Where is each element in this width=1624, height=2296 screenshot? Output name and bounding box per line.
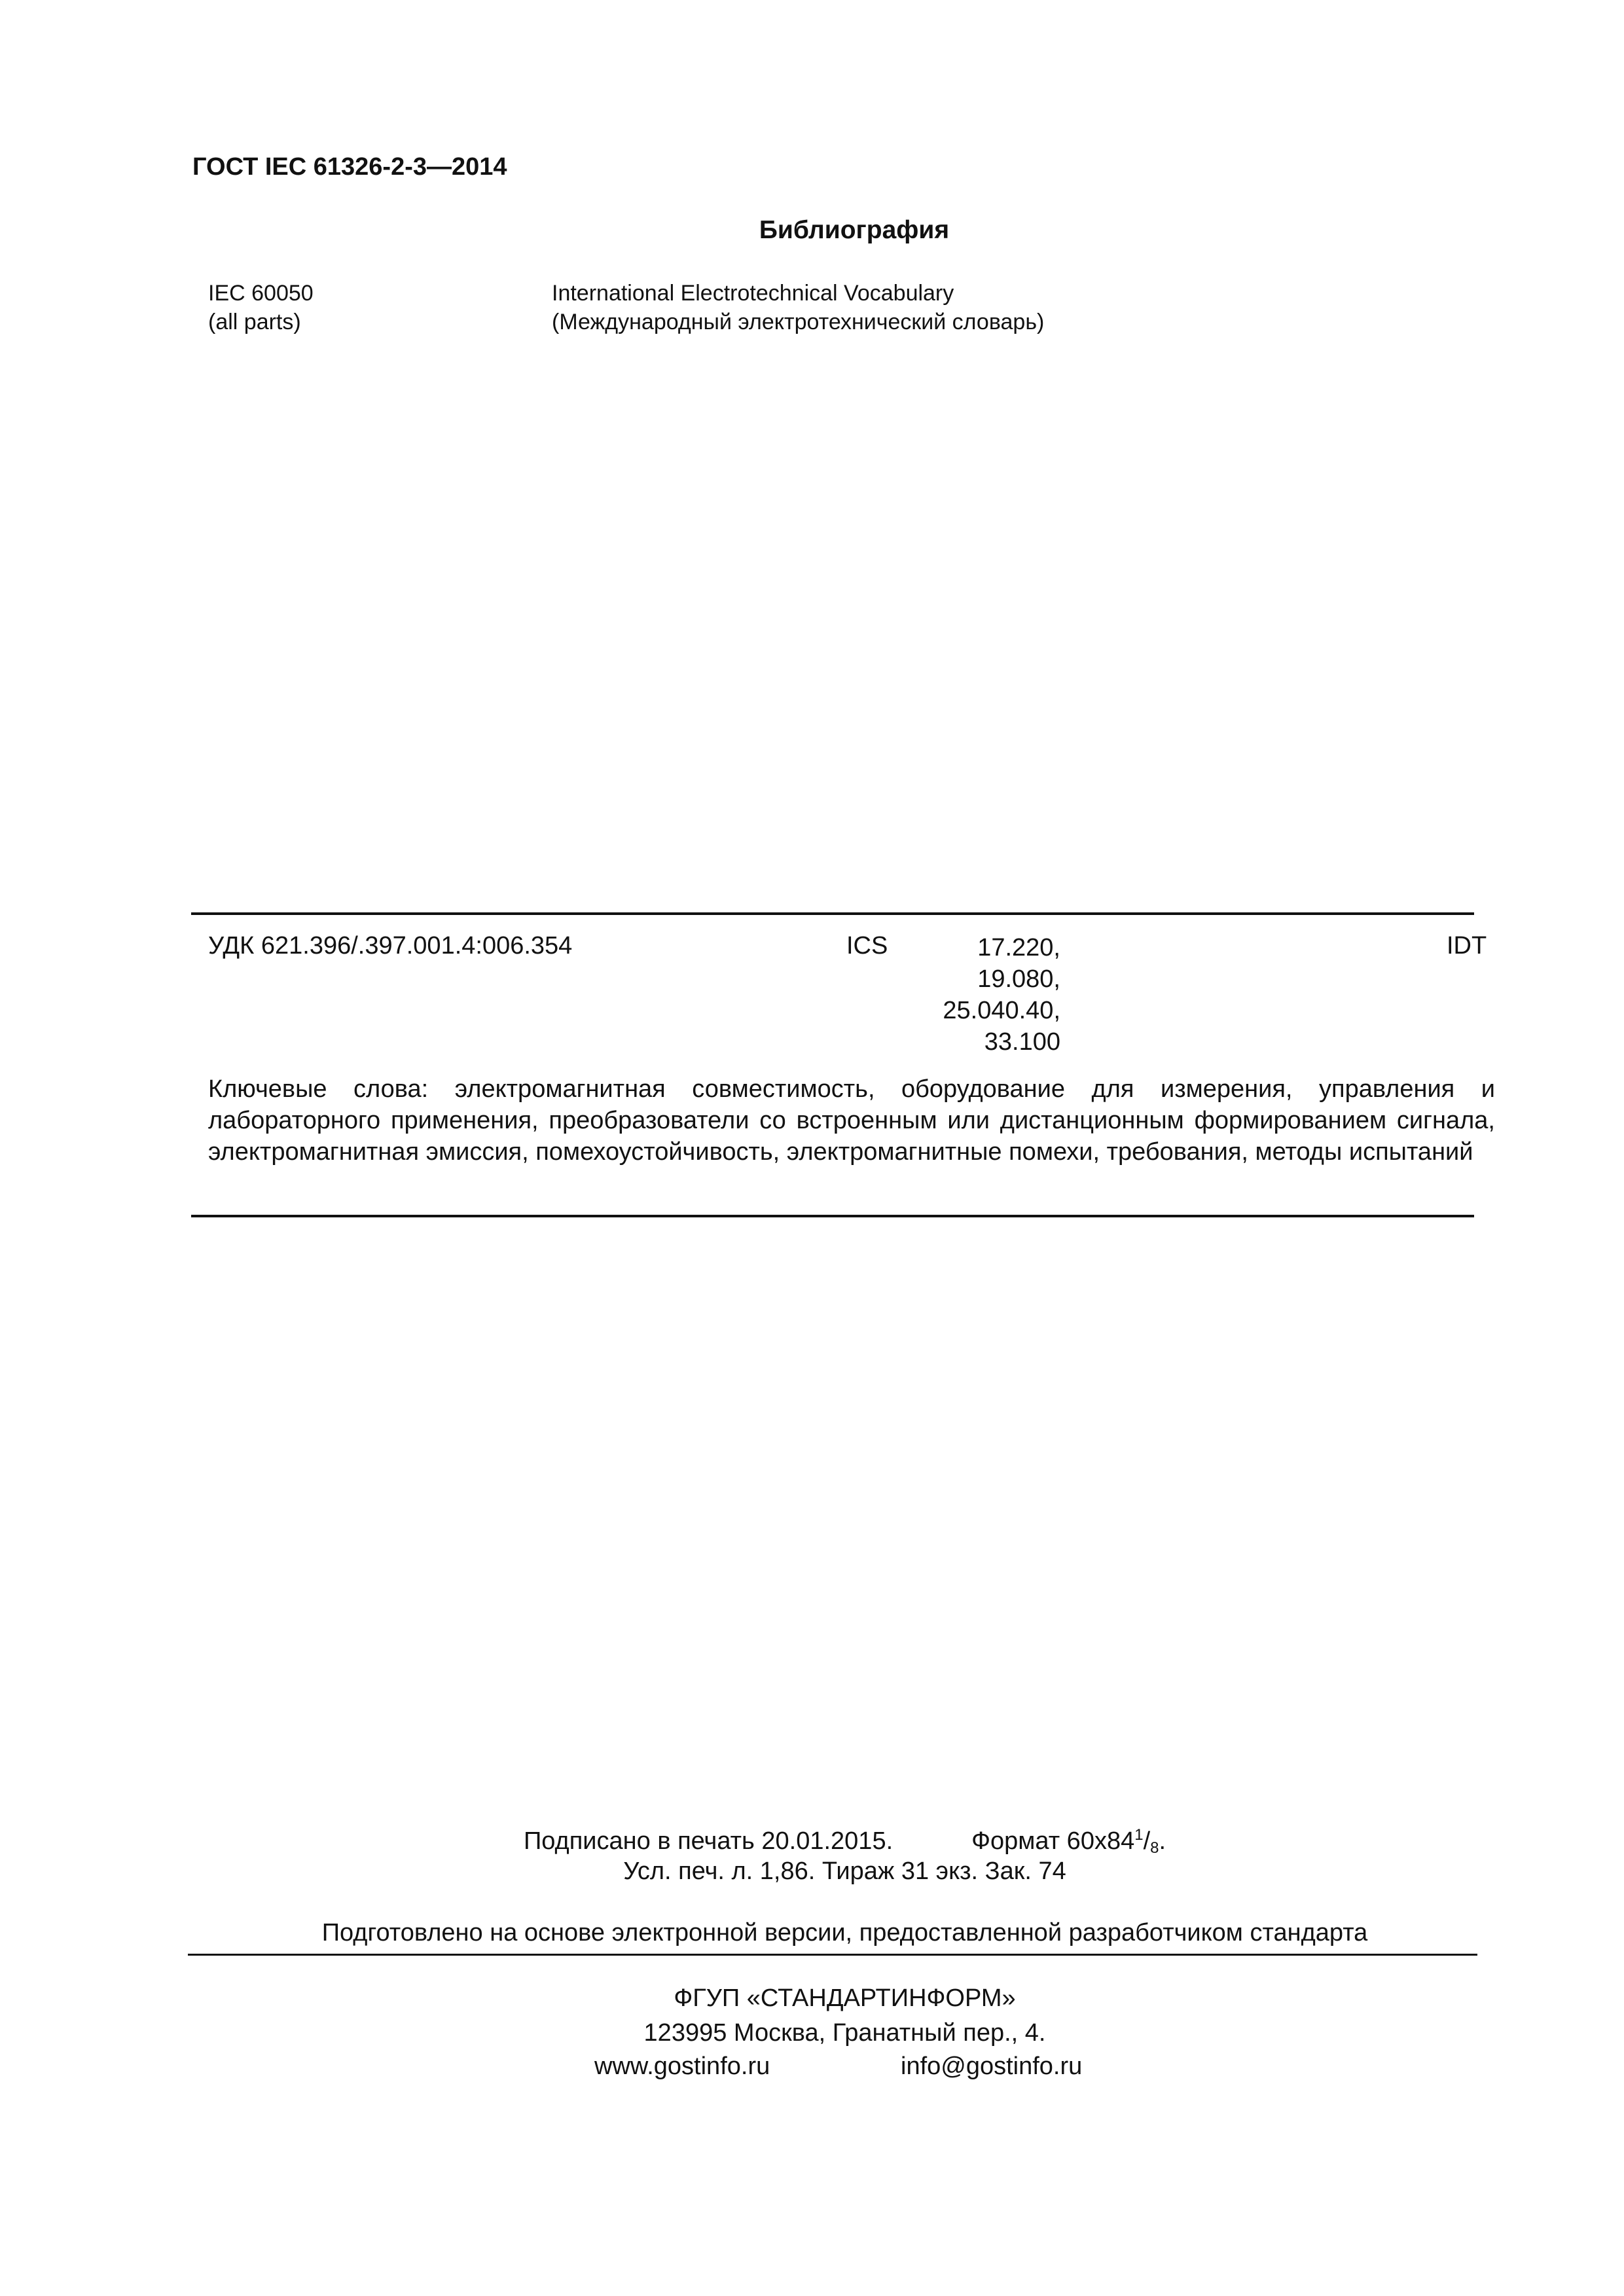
format-prefix: Формат 60х84	[971, 1827, 1135, 1855]
bibliography-code-line1: IEC 60050	[208, 281, 314, 306]
imprint-line-2: Усл. печ. л. 1,86. Тираж 31 экз. Зак. 74	[623, 1857, 1066, 1885]
classification-top-rule	[191, 912, 1474, 915]
format-sub: 8	[1150, 1839, 1159, 1857]
bibliography-title: Библиография	[759, 216, 950, 244]
ics-label: ICS	[846, 932, 888, 960]
publisher-email: info@gostinfo.ru	[901, 2053, 1083, 2080]
idt-label: IDT	[1447, 932, 1487, 960]
publisher-name: ФГУП «СТАНДАРТИНФОРМ»	[674, 1984, 1016, 2012]
publisher-website: www.gostinfo.ru	[594, 2053, 770, 2080]
publisher-rule	[188, 1954, 1477, 1956]
keywords-paragraph: Ключевые слова: электромагнитная совместимость, оборудование для измерения, управления и лабораторного применения, преобразователи со встроенным или дистанционным формированием сигнала, электромагнитная эмиссия, помехоустойчивость, электромагнитные помехи, требования, методы испытаний	[208, 1075, 1495, 1166]
bibliography-title-line1: International Electrotechnical Vocabulary	[552, 281, 954, 306]
publisher-address: 123995 Москва, Гранатный пер., 4.	[643, 2019, 1046, 2047]
ics-code: 25.040.40,	[943, 997, 1060, 1024]
prepared-note: Подготовлено на основе электронной версии, предоставленной разработчиком стандарта	[321, 1919, 1368, 1946]
bibliography-entry-code	[208, 279, 314, 336]
format-sup: 1	[1134, 1826, 1144, 1844]
ics-code: 17.220,	[977, 934, 1060, 961]
ics-code: 19.080,	[977, 965, 1060, 993]
signed-date: Подписано в печать 20.01.2015.	[523, 1827, 893, 1855]
bibliography-code-line2: (all parts)	[208, 310, 301, 334]
format-suffix: .	[1159, 1827, 1166, 1855]
udk-code: УДК 621.396/.397.001.4:006.354	[208, 932, 573, 960]
ics-code: 33.100	[984, 1028, 1060, 1056]
document-header: ГОСТ IEC 61326-2-3—2014	[192, 153, 507, 181]
imprint-line-1: Подписано в печать 20.01.2015. Формат $60х84^1/_8$.	[523, 1826, 1166, 1857]
ics-codes	[916, 932, 1060, 1058]
bibliography-entry-title	[552, 279, 1044, 336]
classification-bottom-rule	[191, 1215, 1474, 1217]
bibliography-title-line2: (Международный электротехнический словарь)	[552, 310, 1045, 334]
